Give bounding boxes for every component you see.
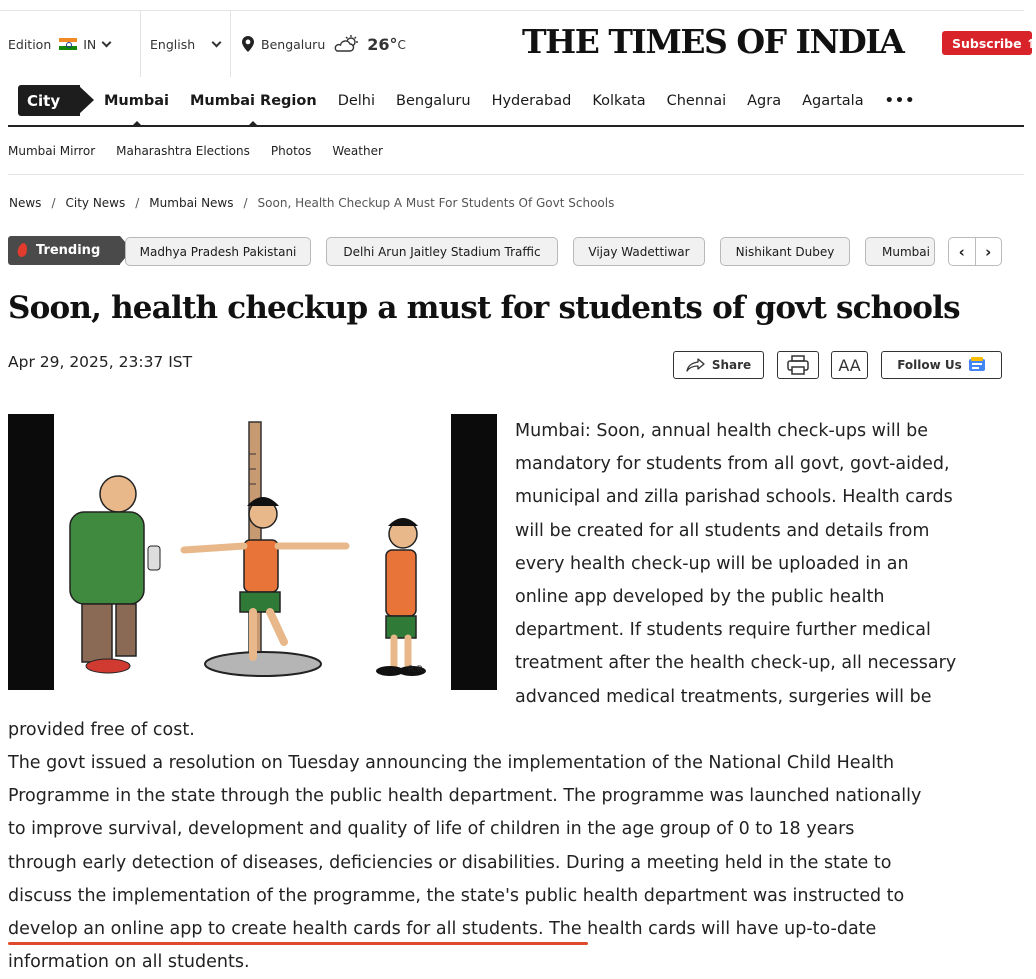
article-paragraph-1-tail: provided free of cost. xyxy=(8,720,195,740)
language-selector[interactable] xyxy=(150,11,220,77)
text-line: every health check-up will be uploaded in an xyxy=(515,553,909,574)
sub-nav-item-weather[interactable]: Weather xyxy=(332,144,383,158)
city-nav-item-agra[interactable]: Agra xyxy=(747,92,782,109)
city-nav-item-mumbai[interactable]: Mumbai xyxy=(104,76,169,125)
city-tag-arrow xyxy=(78,85,94,115)
location-pin-icon xyxy=(242,36,254,52)
breadcrumb-current: Soon, Health Checkup A Must For Students Of Govt Schools xyxy=(257,196,615,210)
google-news-icon xyxy=(968,357,986,373)
partly-cloudy-icon xyxy=(333,35,361,53)
trending-chip[interactable]: Nishikant Dubey xyxy=(720,237,850,266)
temperature-value: 26° xyxy=(367,34,398,54)
trending-nav xyxy=(948,237,1002,266)
edition-value: IN xyxy=(83,36,97,52)
india-flag-icon xyxy=(59,38,77,50)
follow-us-button[interactable] xyxy=(881,351,1002,379)
text-line: Programme in the state through the public health department. The programme was launched nationally xyxy=(8,786,922,807)
city-tag-label: City xyxy=(18,85,80,116)
text-line: municipal and zilla parishad schools. Health cards xyxy=(515,487,953,508)
fire-icon xyxy=(17,242,29,258)
article-headline: Soon, health checkup a must for students of govt schools xyxy=(8,290,960,326)
trending-chip[interactable]: Mumbai xyxy=(865,237,935,266)
follow-us-label: Follow Us xyxy=(897,358,962,372)
top-header xyxy=(0,10,1036,76)
text-line: department. If students require further medical xyxy=(515,620,931,641)
text-line: The govt issued a resolution on Tuesday announcing the implementation of the National Child Health xyxy=(8,753,895,773)
divider xyxy=(230,11,231,77)
sub-nav-item-photos[interactable]: Photos xyxy=(270,144,312,158)
text-line: online app developed by the public health xyxy=(515,587,885,608)
sub-nav xyxy=(8,128,1024,175)
city-nav-item-mumbai-region[interactable]: Mumbai Region xyxy=(190,76,317,125)
printer-icon xyxy=(786,355,810,375)
share-label: Share xyxy=(711,358,752,372)
chevron-down-icon xyxy=(212,37,222,47)
text-line: to improve survival, development and quality of life of children in the age group of 0 to 18 years xyxy=(8,819,855,840)
health-checkup-cartoon xyxy=(8,414,497,690)
edition-selector[interactable] xyxy=(8,11,110,77)
temperature-unit: C xyxy=(397,38,406,52)
text-line: discuss the implementation of the programme, the state's public health department was instructed to xyxy=(8,885,905,906)
breadcrumb-item-mumbai-news[interactable]: Mumbai News xyxy=(149,196,234,210)
sub-nav-item-maharashtra-elections[interactable]: Maharashtra Elections xyxy=(116,144,250,158)
city-nav-item-chennai[interactable]: Chennai xyxy=(666,92,727,109)
text-line: through early detection of diseases, deficiencies or disabilities. During a meeting held in the state to xyxy=(8,852,892,873)
language-label: English xyxy=(150,36,196,52)
subscribe-button[interactable]: Subscribe ↑ xyxy=(942,31,1032,55)
text-line: information on all students. xyxy=(8,952,250,973)
text-line: mandatory for students from all govt, govt-aided, xyxy=(515,454,950,475)
article-illustration xyxy=(8,414,497,690)
text-line: advanced medical treatments, surgeries will be xyxy=(515,686,932,707)
text-line: will be created for all students and details from xyxy=(515,520,930,541)
text-line: develop an online app to create health cards for all students. The health cards will have up-to-date xyxy=(8,919,877,940)
site-logo[interactable]: THE TIMES OF INDIA xyxy=(522,22,904,61)
breadcrumb-item-city-news[interactable]: City News xyxy=(65,196,126,210)
city-nav-item-kolkata[interactable]: Kolkata xyxy=(592,92,646,109)
chevron-left-icon[interactable]: ‹ xyxy=(949,238,976,265)
article-dateline: Apr 29, 2025, 23:37 IST xyxy=(8,353,193,371)
chevron-down-icon xyxy=(102,37,112,47)
chevron-right-icon[interactable]: › xyxy=(985,242,992,261)
text-line: treatment after the health check-up, all necessary xyxy=(515,653,957,674)
breadcrumb-item-news[interactable]: News xyxy=(9,196,42,210)
trending-tag xyxy=(8,236,120,265)
city-name: Bengaluru xyxy=(261,36,326,52)
city-nav-item-delhi[interactable]: Delhi xyxy=(337,92,376,109)
trending-chip[interactable]: Vijay Wadettiwar xyxy=(573,237,705,266)
article-paragraph-1 xyxy=(515,415,1010,714)
print-button[interactable] xyxy=(777,351,819,379)
city-nav xyxy=(8,76,1024,127)
text-line: Mumbai: Soon, annual health check-ups will be xyxy=(515,421,929,441)
city-nav-item-hyderabad[interactable]: Hyderabad xyxy=(491,92,572,109)
city-tag xyxy=(18,85,94,116)
city-nav-items xyxy=(104,76,936,125)
cartoonist-signature: R.R. xyxy=(408,665,426,675)
sub-nav-item-mumbai-mirror[interactable]: Mumbai Mirror xyxy=(8,144,96,158)
divider xyxy=(140,11,141,77)
trending-bar xyxy=(8,235,1024,267)
breadcrumb-separator: / xyxy=(135,196,140,210)
highlight-underline xyxy=(8,942,588,945)
breadcrumb xyxy=(9,196,614,210)
trending-chip[interactable]: Delhi Arun Jaitley Stadium Traffic xyxy=(326,237,558,266)
font-size-button[interactable]: AA xyxy=(831,351,868,379)
trending-label: Trending xyxy=(36,243,101,258)
city-nav-item-agartala[interactable]: Agartala xyxy=(802,92,864,109)
edition-label: Edition xyxy=(8,36,52,52)
more-icon[interactable]: ••• xyxy=(884,92,916,109)
weather-widget[interactable] xyxy=(242,11,406,77)
share-icon xyxy=(686,358,706,372)
breadcrumb-separator: / xyxy=(51,196,56,210)
city-nav-item-bengaluru[interactable]: Bengaluru xyxy=(396,92,471,109)
trending-chip[interactable]: Madhya Pradesh Pakistani xyxy=(125,237,311,266)
share-button[interactable] xyxy=(673,351,764,379)
breadcrumb-separator: / xyxy=(243,196,248,210)
